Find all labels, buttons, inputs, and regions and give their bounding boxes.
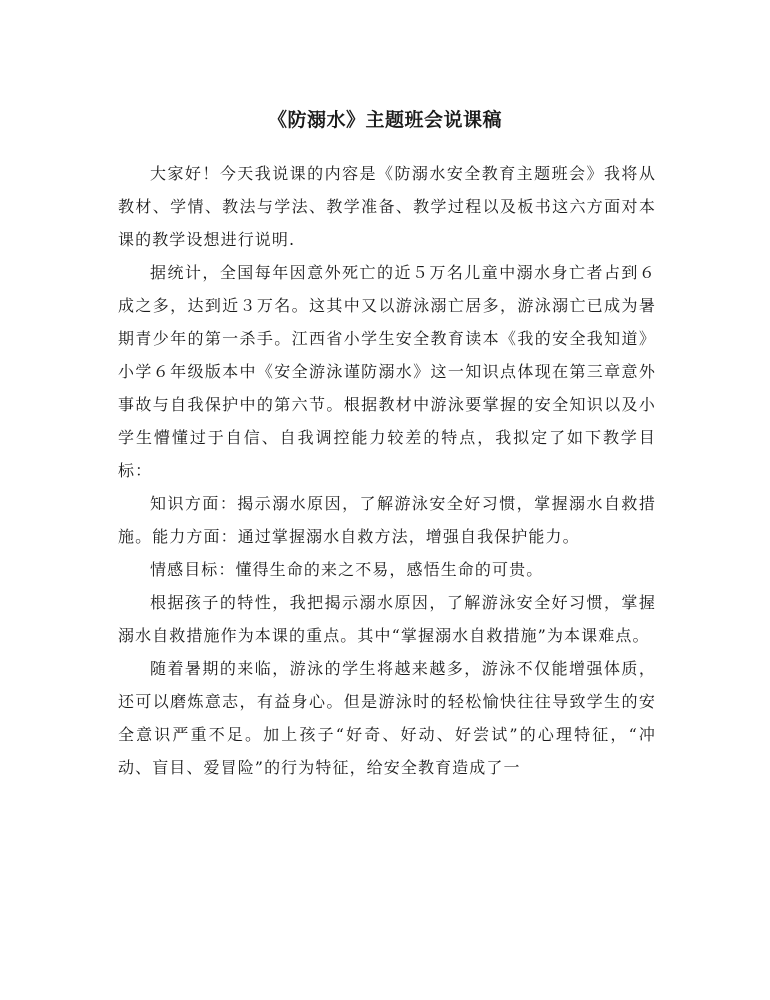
paragraph-intro: 大家好！今天我说课的内容是《防溺水安全教育主题班会》我将从教材、学情、教法与学法、教学准备、教学过程以及板书这六方面对本课的教学设想进行说明.: [118, 164, 656, 249]
paragraph-background: 随着暑期的来临，游泳的学生将越来越多，游泳不仅能增强体质，还可以磨炼意志，有益身心。但是游泳时的轻松愉快往往导致学生的安全意识严重不足。加上孩子“好奇、好动、好尝试”的心理特征，“冲动、盲目、爱冒险”的行为特征，给安全教育造成了一: [118, 659, 656, 777]
paragraph-statistics: 据统计，全国每年因意外死亡的近５万名儿童中溺水身亡者占到６成之多，达到近３万名。这其中又以游泳溺亡居多，游泳溺亡已成为暑期青少年的第一杀手。江西省小学生安全教育读本《我的安全我知道》小学６年级版本中《安全游泳谨防溺水》这一知识点体现在第三章意外事故与自我保护中的第六节。根据教材中游泳要掌握的安全知识以及小学生懵懂过于自信、自我调控能力较差的特点，我拟定了如下教学目标：: [118, 263, 656, 480]
document-title: 《防溺水》主题班会说课稿: [267, 109, 502, 131]
paragraph-key-points: 根据孩子的特性，我把揭示溺水原因，了解游泳安全好习惯，掌握溺水自救措施作为本课的重点。其中“掌握溺水自救措施”为本课难点。: [118, 593, 656, 645]
paragraph-knowledge-goals: 知识方面：揭示溺水原因，了解游泳安全好习惯，掌握溺水自救措施。能力方面：通过掌握溺水自救方法，增强自我保护能力。: [118, 494, 656, 546]
paragraph-emotional-goals: 情感目标：懂得生命的来之不易，感悟生命的可贵。: [150, 560, 544, 579]
document-body: [118, 157, 656, 784]
